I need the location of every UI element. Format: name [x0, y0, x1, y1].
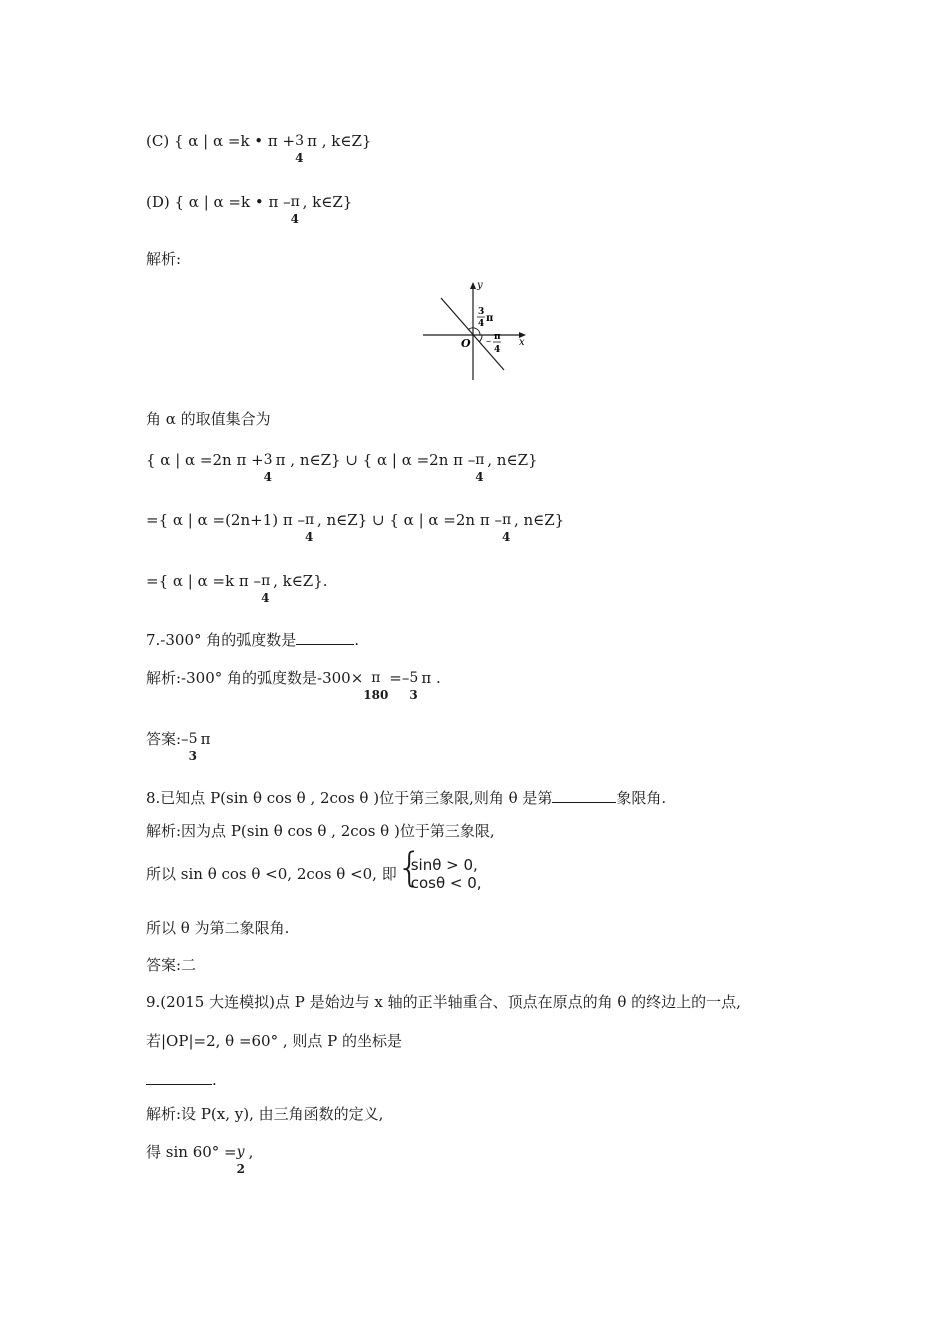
fraction: 5 3 [409, 670, 419, 702]
fraction: π 180 [363, 670, 389, 702]
x-label: x [519, 337, 525, 348]
question-9-analysis: 解析:设 P(x, y), 由三角函数的定义, [146, 1105, 384, 1123]
y-label: y [477, 280, 483, 291]
question-8-analysis: 解析:因为点 P(sin θ cos θ , 2cos θ )位于第三象限, [146, 822, 495, 840]
answer-blank [296, 628, 354, 645]
set-intro: 角 α 的取值集合为 [146, 410, 271, 428]
answer-blank [552, 786, 616, 803]
origin-label: O [461, 337, 471, 350]
neg-den: 4 [494, 345, 501, 355]
question-9-blank: . [146, 1068, 217, 1090]
fraction: 5 3 [188, 731, 198, 763]
question-9-line-1: 9.(2015 大连模拟)点 P 是始边与 x 轴的正半轴重合、顶点在原点的角 θ 的终边上的一点, [146, 993, 741, 1011]
angle-num: 3 [478, 307, 485, 317]
question-7-answer: 答案:– 5 3 π [146, 730, 211, 763]
angle-arc-neg [479, 335, 482, 342]
fraction: π 4 [475, 452, 485, 484]
y-arrow-icon [470, 282, 476, 289]
neg-num: π [494, 332, 501, 342]
fraction: π 4 [304, 512, 315, 544]
option-d: (D) { α | α =k • π – π 4 , k∈Z} [146, 193, 353, 226]
question-7-analysis: 解析:-300° 角的弧度数是-300× π 180 =– 5 3 π . [146, 669, 441, 702]
set-line-1: { α | α =2n π + 3 4 π , n∈Z} ∪ { α | α =2n π – π 4 , n∈Z} [146, 451, 538, 484]
angle-pi: π [486, 313, 494, 324]
fraction: π 4 [501, 512, 512, 544]
fraction: y 2 [236, 1144, 245, 1176]
option-c: (C) { α | α =k • π + 3 4 π , k∈Z} [146, 132, 372, 165]
question-7: 7.-300° 角的弧度数是 . [146, 628, 359, 650]
question-8-answer: 答案:二 [146, 956, 197, 974]
question-9-line-2: 若|OP|=2, θ =60° , 则点 P 的坐标是 [146, 1032, 403, 1050]
set-line-3: ={ α | α =k π – π 4 , k∈Z}. [146, 572, 328, 605]
angle-den: 4 [478, 319, 485, 329]
angle-figure [420, 276, 532, 384]
fraction: 3 4 [295, 133, 305, 165]
fraction: 3 4 [263, 452, 273, 484]
question-8-conclusion: 所以 θ 为第二象限角. [146, 919, 290, 937]
question-9-get: 得 sin 60° = y 2 , [146, 1143, 254, 1176]
fraction: π 4 [261, 573, 271, 605]
neg-sign: – [486, 336, 491, 347]
fraction: π 4 [290, 194, 300, 226]
set-line-2: ={ α | α =(2n+1) π – π 4 , n∈Z} ∪ { α | α =2n π – π 4 , n∈Z} [146, 511, 565, 544]
question-8: 8.已知点 P(sin θ cos θ , 2cos θ )位于第三象限,则角 θ 是第 象限角. [146, 786, 666, 808]
analysis-label: 解析: [146, 250, 182, 268]
answer-blank [146, 1068, 212, 1085]
question-8-so: 所以 sin θ cos θ <0, 2cos θ <0, 即 { sinθ > 0, cosθ < 0, [146, 845, 482, 892]
